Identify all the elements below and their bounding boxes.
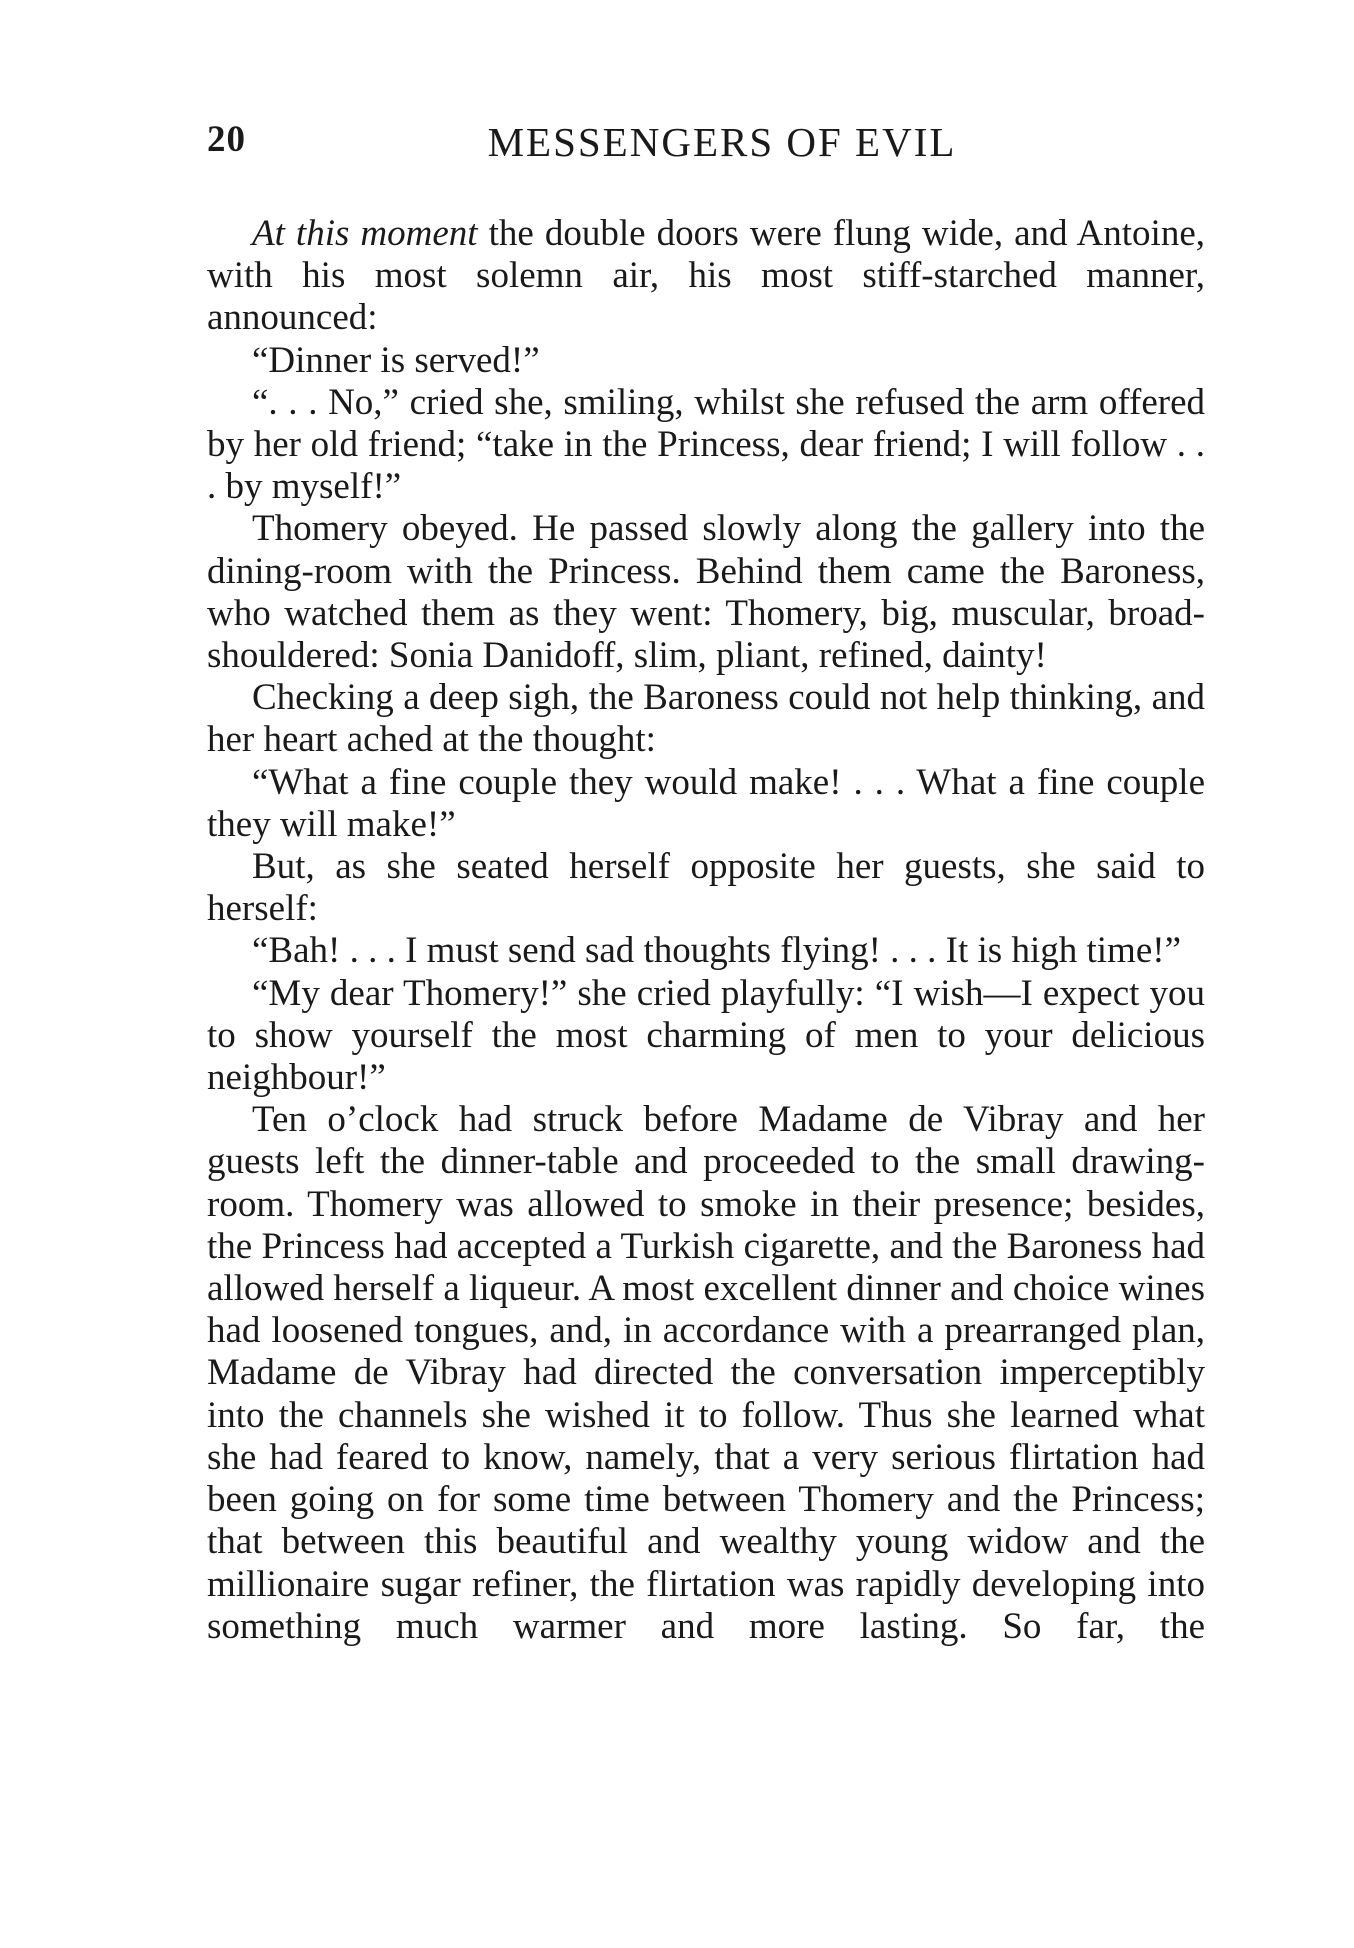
- page-number: 20: [207, 119, 246, 160]
- paragraph-4: Thomery obeyed. He passed slowly along the gallery into the dining-room with the Princess. Behind them came the Baroness, who watched them as they went: Thomery, big, muscular, broad-shouldered: Sonia Danidoff, slim, pliant, refined, dainty!: [207, 508, 1205, 677]
- paragraph-2: “Dinner is served!”: [252, 339, 540, 381]
- paragraph-9: “My dear Thomery!” she cried playfully: “I wish—I expect you to show yourself the most charming of men to your delicious neighbour!”: [207, 972, 1205, 1099]
- paragraph-5: Checking a deep sigh, the Baroness could not help thinking, and her heart ached at the thought:: [207, 677, 1205, 761]
- running-head: [207, 118, 1207, 168]
- paragraph-6: “What a fine couple they would make! . . . What a fine couple they will make!”: [207, 761, 1205, 845]
- italic-opening-phrase: At this moment: [252, 213, 489, 254]
- paragraph-8: “Bah! . . . I must send sad thoughts flying! . . . It is high time!”: [252, 930, 1181, 972]
- paragraph-7: But, as she seated herself opposite her guests, she said to herself:: [207, 846, 1205, 930]
- paragraph-10: Ten o’clock had struck before Madame de Vibray and her guests left the dinner-table and proceeded to the small drawing-room. Thomery was allowed to smoke in their presence; besides, the Princess had accepted a Turkish cigarette, and the Baroness had allowed herself a liqueur. A most excellent dinner and choice wines had loosened tongues, and, in accordance with a prearranged plan, Madame de Vibray had directed the conversation imperceptibly into the channels she wished it to follow. Thus she learned what she had feared to know, namely, that a very serious flirtation had been going on for some time between Thomery and the Princess; that between this beautiful and wealthy young widow and the millionaire sugar refiner, the flirtation was rapidly developing into something much warmer and more lasting. So far, the: [207, 1099, 1205, 1647]
- paragraph-1: At this moment the double doors were flung wide, and Antoine, with his most solemn air, his most stiff-starched manner, announced:: [207, 213, 1205, 339]
- running-title: MESSENGERS OF EVIL: [487, 119, 957, 165]
- body-text: [207, 213, 1205, 1648]
- paragraph-3: “. . . No,” cried she, smiling, whilst she refused the arm offered by her old friend; “take in the Princess, dear friend; I will follow . . . by myself!”: [207, 381, 1205, 508]
